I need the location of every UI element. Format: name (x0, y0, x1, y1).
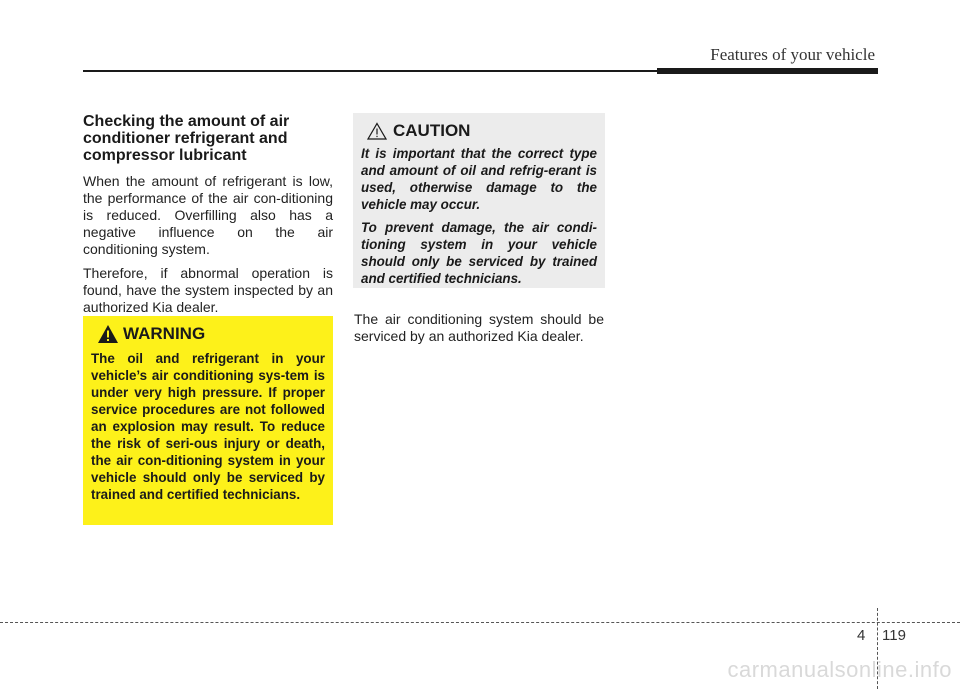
caution-triangle-icon (367, 122, 387, 140)
caution-text-service: To prevent damage, the air condi-tioning system in your vehicle should only be serviced by trained and certified technicians. (361, 220, 597, 286)
footer-rule (0, 622, 960, 623)
warning-header (97, 324, 325, 344)
section-title: Features of your vehicle (710, 45, 875, 64)
chapter-number: 4 (857, 627, 866, 644)
warning-box (83, 316, 333, 525)
caution-title: CAUTION (393, 121, 471, 140)
warning-triangle-icon (97, 324, 119, 344)
caution-box (353, 113, 605, 288)
caution-header (367, 121, 597, 141)
left-column (83, 113, 333, 323)
warning-title: WARNING (123, 324, 206, 343)
paragraph-refrigerant-low: When the amount of refrigerant is low, the performance of the air con-ditioning is reduced. Overfilling also has a negative influence on the air conditioning system. (83, 173, 333, 257)
page-number: 119 (882, 627, 906, 644)
warning-text: The oil and refrigerant in your vehicle’s air conditioning sys-tem is under very high pressure. If proper service procedures are not followed an explosion may result. To reduce the risk of seri-ous injury or death, the air con-ditioning system in your vehicle should only be serviced by trained and certified technicians. (91, 351, 325, 502)
service-note: The air conditioning system should be serviced by an authorized Kia dealer. (354, 311, 604, 344)
paragraph-inspection: Therefore, if abnormal operation is found, have the system inspected by an authorized Kia dealer. (83, 265, 333, 315)
header-rule-accent (657, 68, 878, 74)
header-rule (83, 70, 660, 72)
section-heading: Checking the amount of air conditioner refrigerant and compressor lubricant (83, 113, 290, 164)
watermark: carmanualsonline.info (727, 657, 952, 682)
caution-text-oil-type: It is important that the correct type and amount of oil and refrig-erant is used, otherwise damage to the vehicle may occur. (361, 146, 597, 212)
